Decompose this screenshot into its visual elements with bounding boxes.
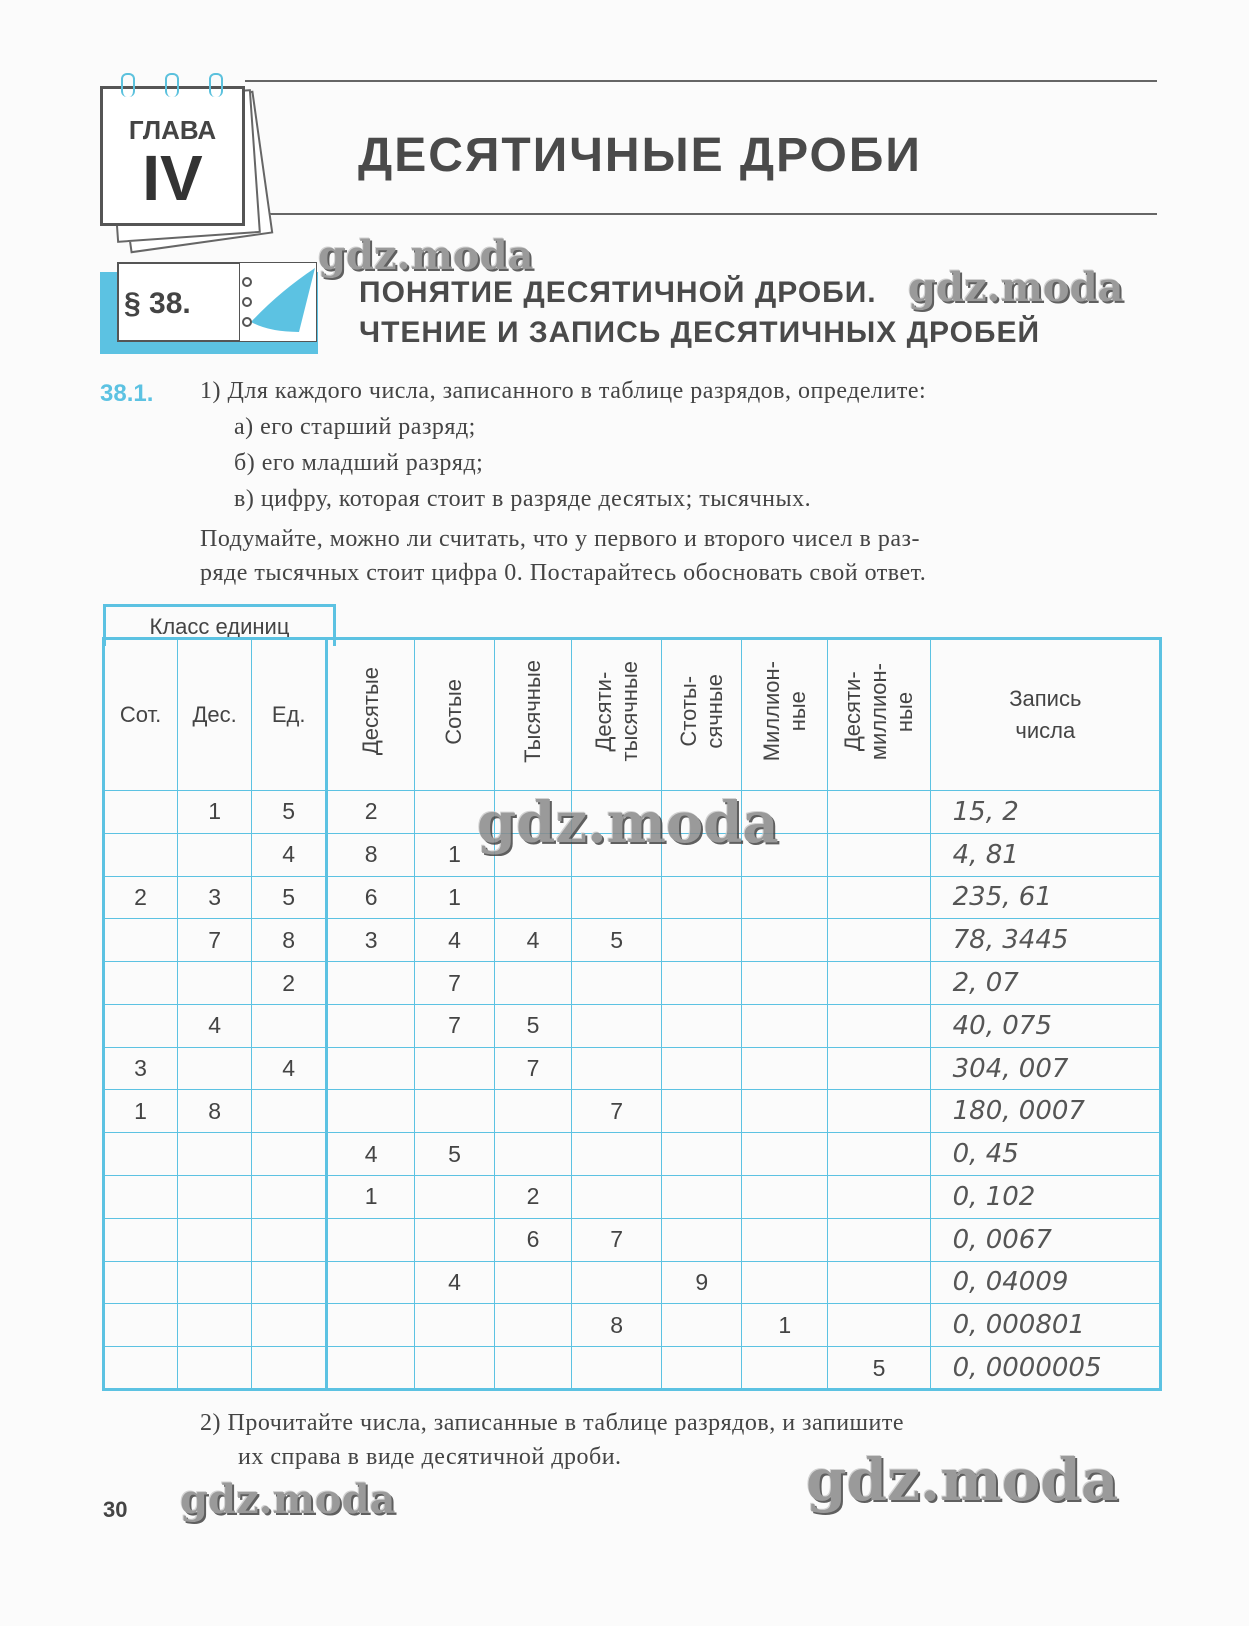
decimal-answer-cell: 304, 007: [930, 1047, 1160, 1090]
class-units-header: Класс единиц: [103, 604, 336, 646]
digit-cell: [327, 1004, 415, 1047]
decimal-answer-cell: 0, 04009: [930, 1261, 1160, 1304]
digit-cell: [494, 1347, 572, 1390]
section-label: § 38.: [124, 287, 191, 320]
digit-cell: [742, 1347, 828, 1390]
digit-cell: [742, 1176, 828, 1219]
digit-cell: [494, 1090, 572, 1133]
digit-cell: [415, 1347, 494, 1390]
digit-cell: [252, 1004, 327, 1047]
digit-cell: [828, 1133, 930, 1176]
decimal-answer-cell: 2, 07: [930, 962, 1160, 1005]
digit-cell: [572, 962, 662, 1005]
exercise-item-a: а) его старший разряд;: [234, 414, 476, 440]
digit-cell: [494, 1261, 572, 1304]
exercise-task2-line1: 2) Прочитайте числа, записанные в таблице разрядов, и запишите: [200, 1410, 905, 1436]
column-header: [415, 639, 494, 791]
digit-cell: [104, 1133, 178, 1176]
digit-cell: [572, 1004, 662, 1047]
digit-cell: [494, 876, 572, 919]
digit-cell: [828, 833, 930, 876]
digit-cell: [178, 1261, 252, 1304]
digit-cell: 2: [104, 876, 178, 919]
column-header: [572, 639, 662, 791]
digit-cell: [572, 876, 662, 919]
column-header-label: Дес.: [192, 701, 237, 727]
digit-cell: [828, 962, 930, 1005]
column-header-label: Сотые: [441, 678, 467, 745]
chapter-number: IV: [142, 142, 203, 214]
decimal-answer-cell: 0, 0067: [930, 1218, 1160, 1261]
digit-cell: 8: [178, 1090, 252, 1133]
digit-cell: [104, 1218, 178, 1261]
header-rule: [245, 213, 1157, 215]
digit-cell: 4: [178, 1004, 252, 1047]
digit-cell: [252, 1347, 327, 1390]
column-header: [327, 639, 415, 791]
column-header-label: Сот.: [119, 701, 162, 727]
digit-cell: [104, 833, 178, 876]
digit-cell: 7: [494, 1047, 572, 1090]
digit-cell: [828, 1304, 930, 1347]
table-row: [104, 1304, 1161, 1347]
digit-cell: 7: [415, 1004, 494, 1047]
digit-cell: [178, 1047, 252, 1090]
decimal-answer-cell: 4, 81: [930, 833, 1160, 876]
digit-cell: [104, 1176, 178, 1219]
digit-cell: [178, 1304, 252, 1347]
ring-icon: [121, 73, 135, 97]
digit-cell: 5: [572, 919, 662, 962]
watermark: gdz.moda: [318, 232, 534, 279]
digit-cell: [742, 962, 828, 1005]
place-value-table: [103, 638, 1161, 1390]
digit-cell: 5: [415, 1133, 494, 1176]
digit-cell: [252, 1133, 327, 1176]
table-row: [104, 876, 1161, 919]
digit-cell: [742, 876, 828, 919]
digit-cell: [742, 1261, 828, 1304]
digit-cell: [104, 919, 178, 962]
digit-cell: [828, 1261, 930, 1304]
column-header: [252, 639, 327, 791]
decimal-answer-cell: 78, 3445: [930, 919, 1160, 962]
digit-cell: [252, 1304, 327, 1347]
digit-cell: [415, 1047, 494, 1090]
exercise-task2-line2: их справа в виде десятичной дроби.: [238, 1444, 622, 1470]
digit-cell: [662, 1304, 742, 1347]
digit-cell: 7: [415, 962, 494, 1005]
digit-cell: [327, 1218, 415, 1261]
page-number: 30: [103, 1497, 128, 1522]
digit-cell: [104, 1004, 178, 1047]
watermark: gdz.moda: [477, 790, 779, 856]
watermark: gdz.moda: [180, 1476, 396, 1523]
decimal-answer-cell: 0, 000801: [930, 1304, 1160, 1347]
decimal-answer-cell: 180, 0007: [930, 1090, 1160, 1133]
chapter-label: ГЛАВА: [128, 115, 217, 145]
digit-cell: [327, 1261, 415, 1304]
decimal-answer-cell: 15, 2: [930, 791, 1160, 834]
digit-cell: 4: [252, 833, 327, 876]
column-header: [828, 639, 930, 791]
watermark: gdz.moda: [806, 1446, 1119, 1514]
chapter-title: ДЕСЯТИЧНЫЕ ДРОБИ: [358, 129, 922, 182]
digit-cell: [252, 1218, 327, 1261]
table-header-row: [104, 639, 1161, 791]
decimal-answer-cell: 0, 0000005: [930, 1347, 1160, 1390]
exercise-number: 38.1.: [100, 380, 154, 407]
digit-cell: [104, 1261, 178, 1304]
decimal-answer-cell: 0, 102: [930, 1176, 1160, 1219]
digit-cell: 2: [327, 791, 415, 834]
digit-cell: 6: [494, 1218, 572, 1261]
digit-cell: [662, 1176, 742, 1219]
digit-cell: 3: [327, 919, 415, 962]
digit-cell: [662, 876, 742, 919]
digit-cell: [828, 1090, 930, 1133]
column-header-label: Десяти- тысячные: [590, 661, 642, 762]
column-header: [178, 639, 252, 791]
table-row: [104, 1047, 1161, 1090]
digit-cell: 8: [327, 833, 415, 876]
digit-cell: [662, 1347, 742, 1390]
column-header: [742, 639, 828, 791]
digit-cell: 2: [494, 1176, 572, 1219]
digit-cell: 9: [662, 1261, 742, 1304]
column-header-label: Десяти- миллион- ные: [839, 662, 917, 761]
digit-cell: [327, 962, 415, 1005]
digit-cell: 4: [415, 919, 494, 962]
digit-cell: [662, 1133, 742, 1176]
page-curl-icon: [239, 262, 317, 342]
digit-cell: [104, 1347, 178, 1390]
table-row: [104, 1176, 1161, 1219]
digit-cell: 6: [327, 876, 415, 919]
digit-cell: [178, 1176, 252, 1219]
digit-cell: [742, 1133, 828, 1176]
section-title-line2: ЧТЕНИЕ И ЗАПИСЬ ДЕСЯТИЧНЫХ ДРОБЕЙ: [359, 316, 1041, 349]
digit-cell: [327, 1304, 415, 1347]
digit-cell: [327, 1047, 415, 1090]
column-header-label: Ед.: [271, 701, 306, 727]
table-row: [104, 962, 1161, 1005]
exercise-task1: 1) Для каждого числа, записанного в таблице разрядов, определите:: [200, 378, 927, 404]
table-row: [104, 1261, 1161, 1304]
digit-cell: [828, 919, 930, 962]
ring-icon: [209, 73, 223, 97]
digit-cell: [662, 1004, 742, 1047]
column-header: [930, 639, 1160, 791]
digit-cell: 4: [415, 1261, 494, 1304]
exercise-note-line1: Подумайте, можно ли считать, что у первого и второго чисел в раз-: [200, 526, 920, 552]
digit-cell: 1: [178, 791, 252, 834]
table-row: [104, 1133, 1161, 1176]
column-header-label: Запись числа: [1009, 685, 1082, 743]
digit-cell: 4: [494, 919, 572, 962]
digit-cell: 5: [494, 1004, 572, 1047]
digit-cell: 1: [415, 833, 494, 876]
decimal-answer-cell: 235, 61: [930, 876, 1160, 919]
digit-cell: [104, 791, 178, 834]
digit-cell: 7: [572, 1090, 662, 1133]
digit-cell: 8: [572, 1304, 662, 1347]
digit-cell: [572, 1047, 662, 1090]
exercise-item-b: б) его младший разряд;: [234, 450, 484, 476]
section-title-line1: ПОНЯТИЕ ДЕСЯТИЧНОЙ ДРОБИ.: [359, 276, 877, 309]
digit-cell: [327, 1090, 415, 1133]
column-header-label: Тысячные: [519, 660, 545, 763]
digit-cell: 4: [327, 1133, 415, 1176]
digit-cell: [742, 1090, 828, 1133]
digit-cell: [828, 1004, 930, 1047]
exercise-item-c: в) цифру, которая стоит в разряде десятых; тысячных.: [234, 486, 812, 512]
digit-cell: [662, 1218, 742, 1261]
digit-cell: [252, 1261, 327, 1304]
digit-cell: [828, 1176, 930, 1219]
column-header-label: Десятые: [358, 667, 384, 756]
digit-cell: [572, 1133, 662, 1176]
digit-cell: 7: [572, 1218, 662, 1261]
digit-cell: [178, 1218, 252, 1261]
digit-cell: [178, 1347, 252, 1390]
digit-cell: [572, 1347, 662, 1390]
decimal-answer-cell: 40, 075: [930, 1004, 1160, 1047]
digit-cell: [494, 1304, 572, 1347]
digit-cell: 8: [252, 919, 327, 962]
digit-cell: [828, 876, 930, 919]
digit-cell: [415, 1090, 494, 1133]
column-header-label: Стоты- сячные: [675, 674, 727, 749]
digit-cell: 1: [742, 1304, 828, 1347]
digit-cell: [662, 1047, 742, 1090]
digit-cell: [494, 962, 572, 1005]
digit-cell: [828, 791, 930, 834]
digit-cell: 5: [828, 1347, 930, 1390]
digit-cell: [178, 1133, 252, 1176]
digit-cell: [742, 1218, 828, 1261]
table-row: [104, 1004, 1161, 1047]
digit-cell: 2: [252, 962, 327, 1005]
digit-cell: 1: [415, 876, 494, 919]
table-row: [104, 1090, 1161, 1133]
digit-cell: [252, 1176, 327, 1219]
digit-cell: [104, 962, 178, 1005]
digit-cell: [742, 919, 828, 962]
decimal-answer-cell: 0, 45: [930, 1133, 1160, 1176]
digit-cell: [572, 1261, 662, 1304]
digit-cell: [494, 1133, 572, 1176]
digit-cell: [178, 962, 252, 1005]
digit-cell: [742, 1004, 828, 1047]
column-header-label: Миллион- ные: [758, 661, 810, 762]
digit-cell: 3: [178, 876, 252, 919]
column-header: [104, 639, 178, 791]
chapter-box: [100, 86, 245, 226]
digit-cell: [415, 1176, 494, 1219]
digit-cell: [327, 1347, 415, 1390]
digit-cell: [662, 919, 742, 962]
column-header: [662, 639, 742, 791]
ring-icon: [165, 73, 179, 97]
digit-cell: [828, 1218, 930, 1261]
digit-cell: 5: [252, 876, 327, 919]
digit-cell: [662, 962, 742, 1005]
digit-cell: [415, 1304, 494, 1347]
top-rule: [245, 80, 1157, 82]
digit-cell: 4: [252, 1047, 327, 1090]
digit-cell: [572, 1176, 662, 1219]
digit-cell: 1: [327, 1176, 415, 1219]
table-row: [104, 1218, 1161, 1261]
digit-cell: 3: [104, 1047, 178, 1090]
digit-cell: [828, 1047, 930, 1090]
digit-cell: 7: [178, 919, 252, 962]
digit-cell: 1: [104, 1090, 178, 1133]
table-row: [104, 1347, 1161, 1390]
digit-cell: [252, 1090, 327, 1133]
digit-cell: [742, 1047, 828, 1090]
column-header: [494, 639, 572, 791]
table-row: [104, 919, 1161, 962]
digit-cell: 5: [252, 791, 327, 834]
digit-cell: [415, 1218, 494, 1261]
digit-cell: [662, 1090, 742, 1133]
digit-cell: [178, 833, 252, 876]
watermark: gdz.moda: [908, 264, 1124, 311]
exercise-note-line2: ряде тысячных стоит цифра 0. Постарайтесь обосновать свой ответ.: [200, 560, 927, 586]
digit-cell: [104, 1304, 178, 1347]
